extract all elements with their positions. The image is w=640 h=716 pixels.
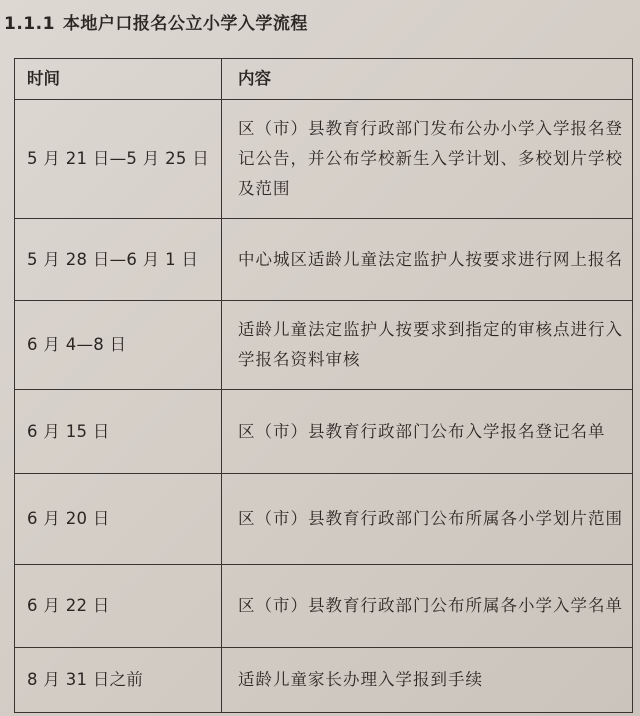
row-content: 区（市）县教育行政部门公布所属各小学划片范围 [222, 474, 633, 565]
section-number: 1.1.1 [4, 14, 55, 34]
row-time: 5 月 28 日—6 月 1 日 [15, 219, 222, 301]
row-content: 适龄儿童法定监护人按要求到指定的审核点进行入学报名资料审核 [222, 301, 633, 390]
table-row [15, 100, 633, 219]
row-content: 区（市）县教育行政部门公布入学报名登记名单 [222, 390, 633, 474]
table-row [15, 474, 633, 565]
enrollment-schedule-table [14, 58, 633, 713]
table-row [15, 301, 633, 390]
row-time: 6 月 4—8 日 [15, 301, 222, 390]
row-content: 区（市）县教育行政部门发布公办小学入学报名登记公告，并公布学校新生入学计划、多校划片学校及范围 [222, 100, 633, 219]
row-time: 8 月 31 日之前 [15, 648, 222, 713]
header-content: 内容 [222, 59, 633, 100]
row-content: 适龄儿童家长办理入学报到手续 [222, 648, 633, 713]
row-time: 5 月 21 日—5 月 25 日 [15, 100, 222, 219]
table-row [15, 648, 633, 713]
row-content: 区（市）县教育行政部门公布所属各小学入学名单 [222, 565, 633, 648]
header-time: 时间 [15, 59, 222, 100]
row-time: 6 月 20 日 [15, 474, 222, 565]
row-time: 6 月 15 日 [15, 390, 222, 474]
row-content: 中心城区适龄儿童法定监护人按要求进行网上报名 [222, 219, 633, 301]
table-header-row [15, 59, 633, 100]
row-time: 6 月 22 日 [15, 565, 222, 648]
section-title: 本地户口报名公立小学入学流程 [62, 14, 308, 34]
section-heading [4, 9, 308, 34]
table-row [15, 565, 633, 648]
table-row [15, 390, 633, 474]
table-row [15, 219, 633, 301]
